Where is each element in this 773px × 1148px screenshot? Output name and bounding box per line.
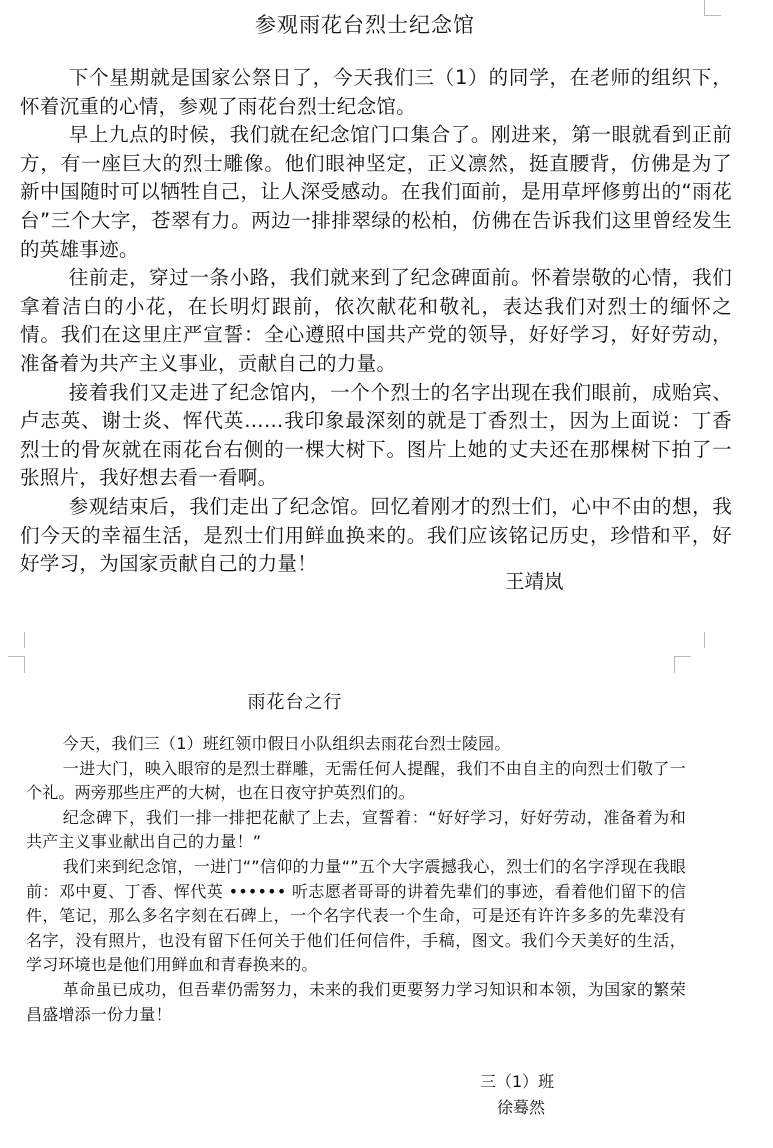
essay-1-title: 参观雨花台烈士纪念馆: [255, 13, 475, 37]
essay-2-paragraph: 我们来到纪念馆，一进门“”信仰的力量“”五个大字震撼我心，烈士们的名字浮现在我眼前：邓中夏、丁香、恽代英 •••••• 听志愿者哥哥的讲着先辈们的事迹，看着他们留下的信件，笔记，那么多名字刻在石碑上，一个名字代表一个生命，可是还有许许多多的先辈没有名字，没有照片，也没有留下任何关于他们任何信件，手稿，图文。我们今天美好的生活，学习环境也是他们用鲜血和青春换来的。: [26, 856, 686, 975]
page-corner-mark: [704, 632, 721, 649]
page-corner-mark: [674, 656, 691, 673]
essay-1-paragraph: 参观结束后，我们走出了纪念馆。回忆着刚才的烈士们，心中不由的想，我们今天的幸福生活，是烈士们用鲜血换来的。我们应该铭记历史，珍惜和平，好好学习，为国家贡献自己的力量！: [20, 494, 732, 576]
essay-2-paragraph: 革命虽已成功，但吾辈仍需努力，未来的我们更要努力学习知识和本领，为国家的繁荣昌盛增添一份力量！: [26, 979, 686, 1024]
essay-1-paragraph: 早上九点的时候，我们就在纪念馆门口集合了。刚进来，第一眼就看到正前方，有一座巨大的烈士雕像。他们眼神坚定，正义凛然，挺直腰背，仿佛是为了新中国随时可以牺牲自己，让人深受感动。在我们面前，是用草坪修剪出的“雨花台”三个大字，苍翠有力。两边一排排翠绿的松柏，仿佛在告诉我们这里曾经发生的英雄事迹。: [20, 123, 732, 261]
essay-1-body: [20, 64, 732, 579]
page-corner-mark: [8, 656, 25, 673]
document-page-2: [0, 670, 773, 1148]
essay-2-author: 徐蓦然: [497, 1098, 546, 1117]
essay-1-paragraph: 下个星期就是国家公祭日了，今天我们三（1）的同学，在老师的组织下，怀着沉重的心情，参观了雨花台烈士纪念馆。: [20, 66, 732, 118]
essay-2-body: [26, 732, 686, 1027]
essay-2-paragraph: 今天，我们三（1）班红领巾假日小队组织去雨花台烈士陵园。: [62, 734, 511, 753]
page-corner-mark: [8, 632, 25, 649]
essay-2-paragraph: 一进大门，映入眼帘的是烈士群雕，无需任何人提醒，我们不由自主的向烈士们敬了一个礼。两旁那些庄严的大树，也在日夜守护英烈们的。: [26, 758, 686, 803]
essay-1-paragraph: 往前走，穿过一条小路，我们就来到了纪念碑面前。怀着崇敬的心情，我们拿着洁白的小花，在长明灯跟前，依次献花和敬礼，表达我们对烈士的缅怀之情。我们在这里庄严宣誓：全心遵照中国共产党的领导，好好学习，好好劳动，准备着为共产主义事业，贡献自己的力量。: [20, 266, 732, 375]
essay-2-title: 雨花台之行: [247, 692, 343, 713]
essay-2-paragraph: 纪念碑下，我们一排一排把花献了上去，宣誓着：“好好学习，好好劳动，准备着为和共产主义事业献出自己的力量！”: [26, 807, 686, 852]
essay-2-class: 三（1）班: [480, 1072, 555, 1091]
page-gap: [0, 648, 773, 670]
essay-1-paragraph: 接着我们又走进了纪念馆内，一个个烈士的名字出现在我们眼前，成贻宾、卢志英、谢士炎、恽代英……我印象最深刻的就是丁香烈士，因为上面说：丁香烈士的骨灰就在雨花台右侧的一棵大树下。图片上她的丈夫还在那棵树下拍了一张照片，我好想去看一看啊。: [20, 380, 732, 490]
essay-1-author: 王靖岚: [505, 570, 564, 593]
